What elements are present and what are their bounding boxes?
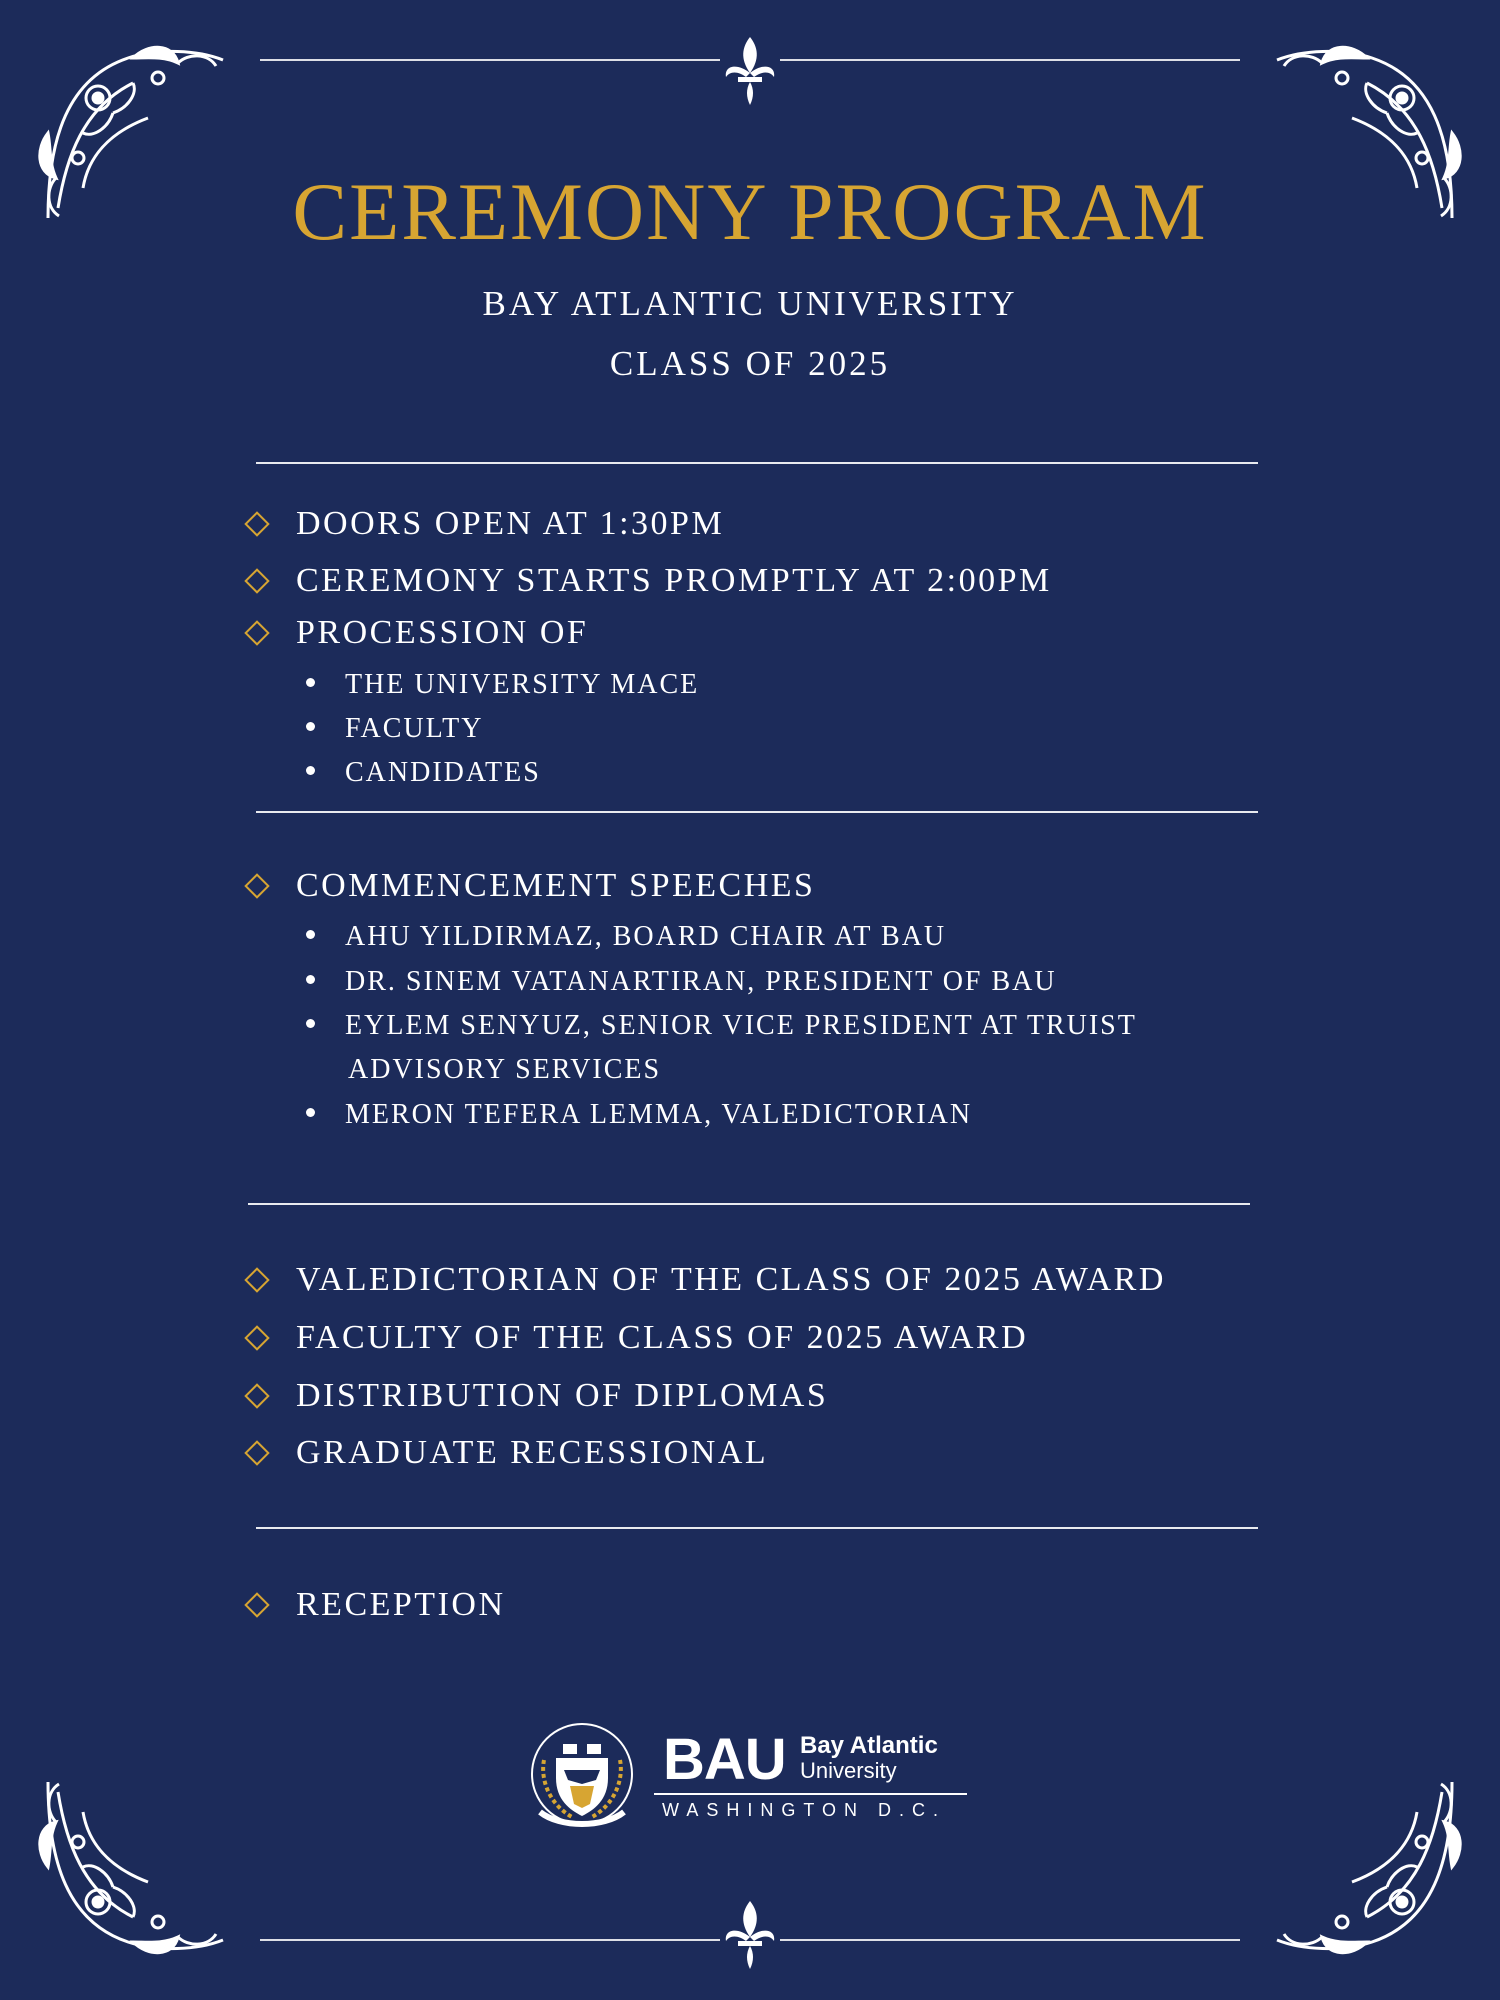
floral-corner-bottom-right-icon: [1272, 1772, 1462, 1962]
program-item-label: PROCESSION OF: [296, 614, 589, 651]
diamond-outline-icon: [244, 1325, 269, 1350]
speaker-label: AHU YILDIRMAZ, BOARD CHAIR AT BAU: [345, 921, 947, 952]
program-item-label: DOORS OPEN AT 1:30PM: [296, 505, 725, 542]
logo-name-line1: Bay Atlantic: [800, 1732, 938, 1759]
logo-divider: [654, 1793, 967, 1795]
bullet-dot-icon: [306, 975, 315, 984]
diamond-outline-icon: [244, 1440, 269, 1465]
class-year: CLASS OF 2025: [609, 344, 891, 383]
program-item: [244, 1431, 768, 1475]
diamond-outline-icon: [244, 568, 269, 593]
speaker-list-item: [306, 1093, 972, 1137]
diamond-outline-icon: [244, 620, 269, 645]
diamond-outline-icon: [244, 511, 269, 536]
page-title: CEREMONY PROGRAM: [292, 166, 1208, 257]
program-item-label: GRADUATE RECESSIONAL: [296, 1434, 769, 1471]
bullet-dot-icon: [306, 678, 315, 687]
diamond-outline-icon: [244, 1592, 269, 1617]
speaker-list-item: [306, 960, 1057, 1004]
university-crest-icon: [530, 1720, 634, 1830]
bullet-dot-icon: [306, 766, 315, 775]
procession-list-item: [306, 663, 699, 707]
procession-list-item: [306, 751, 541, 795]
bullet-dot-icon: [306, 722, 315, 731]
program-item-label: FACULTY OF THE CLASS OF 2025 AWARD: [296, 1319, 1029, 1356]
program-item: [244, 502, 724, 546]
speaker-label: ADVISORY SERVICES: [348, 1054, 662, 1085]
diamond-outline-icon: [244, 1383, 269, 1408]
program-item-label: DISTRIBUTION OF DIPLOMAS: [296, 1377, 829, 1414]
university-logo: [530, 1718, 970, 1828]
speaker-list-item: [306, 915, 946, 959]
logo-location: WASHINGTON D.C.: [662, 1800, 947, 1820]
bullet-dot-icon: [306, 1019, 315, 1028]
procession-label: CANDIDATES: [345, 757, 541, 788]
section-divider: [256, 811, 1258, 813]
speaker-list-item: [306, 1004, 1137, 1048]
section-divider: [248, 1203, 1250, 1205]
diamond-outline-icon: [244, 873, 269, 898]
program-item: [244, 559, 1052, 603]
program-item-label: VALEDICTORIAN OF THE CLASS OF 2025 AWARD: [296, 1261, 1166, 1298]
bullet-dot-icon: [306, 1108, 315, 1117]
procession-list-item: [306, 707, 483, 751]
program-item: [244, 864, 815, 908]
procession-label: FACULTY: [345, 713, 484, 744]
procession-label: THE UNIVERSITY MACE: [345, 669, 700, 700]
logo-short-name: BAU: [663, 1727, 786, 1792]
speaker-label: EYLEM SENYUZ, SENIOR VICE PRESIDENT AT TRUIST: [345, 1010, 1137, 1041]
speaker-label: MERON TEFERA LEMMA, VALEDICTORIAN: [345, 1099, 973, 1130]
university-name: BAY ATLANTIC UNIVERSITY: [482, 284, 1018, 323]
section-divider: [256, 1527, 1258, 1529]
diamond-outline-icon: [244, 1267, 269, 1292]
program-item: [244, 1583, 506, 1627]
fleur-de-lis-top-icon: [720, 33, 780, 109]
program-item-label: RECEPTION: [296, 1586, 506, 1623]
section-divider: [256, 462, 1258, 464]
program-item-label: CEREMONY STARTS PROMPTLY AT 2:00PM: [296, 562, 1052, 599]
program-item-label: COMMENCEMENT SPEECHES: [296, 867, 816, 904]
program-item: [244, 1374, 828, 1418]
bullet-dot-icon: [306, 930, 315, 939]
speaker-label: DR. SINEM VATANARTIRAN, PRESIDENT OF BAU: [345, 966, 1057, 997]
logo-name-line2: University: [800, 1758, 897, 1783]
program-item: [244, 1316, 1028, 1360]
program-item: [244, 1258, 1166, 1302]
program-item: [244, 611, 588, 655]
speaker-label-continuation: [348, 1048, 661, 1092]
floral-corner-bottom-left-icon: [38, 1772, 228, 1962]
fleur-de-lis-bottom-icon: [720, 1897, 780, 1973]
